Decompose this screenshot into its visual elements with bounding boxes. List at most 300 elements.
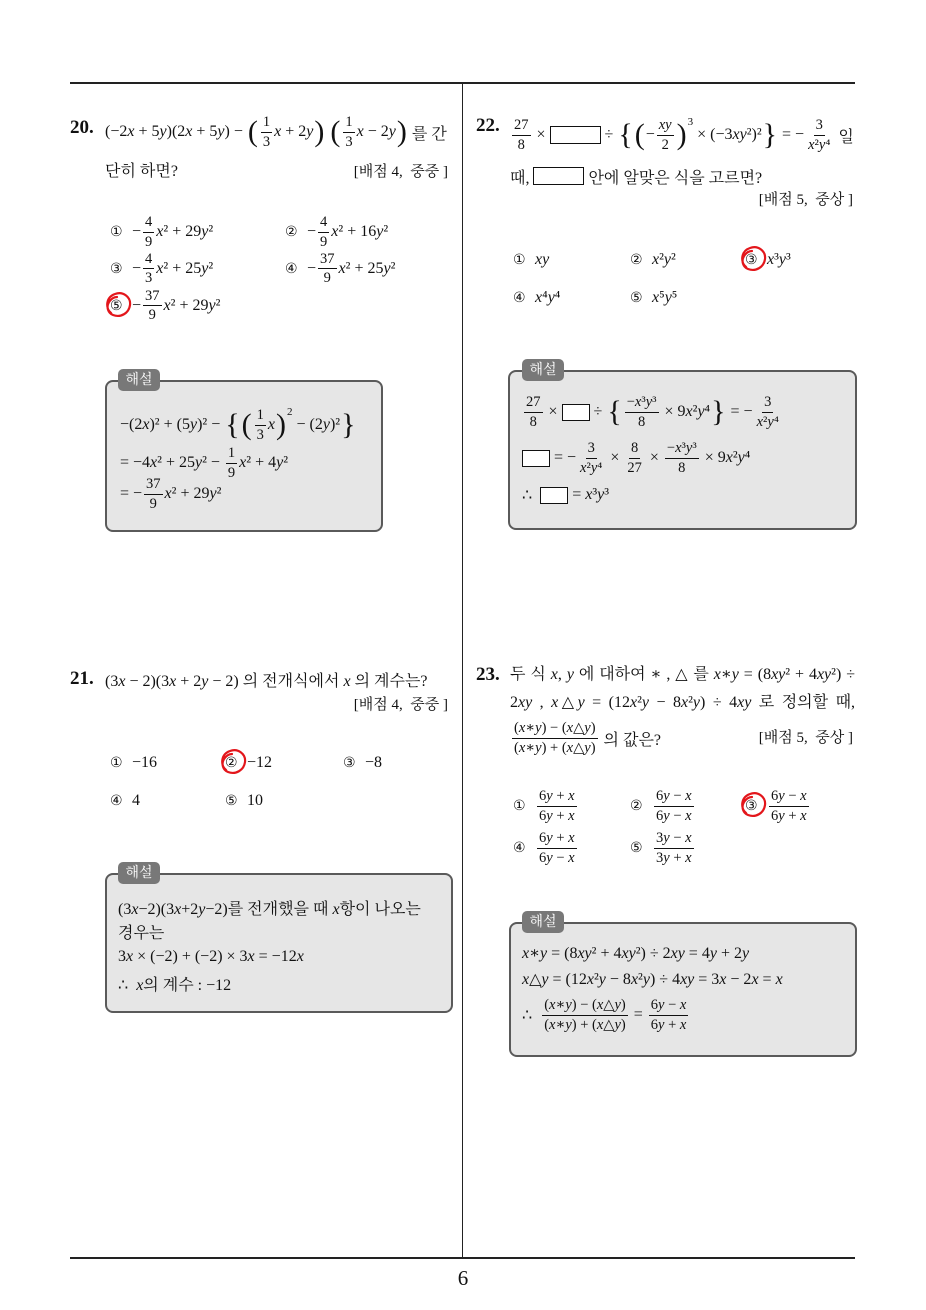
math-text: − (132, 296, 142, 314)
math-variable: x (681, 694, 689, 711)
math-text: x△y = (12x²y − 8x²y) ÷ 4xy = 3x − 2x = x (522, 971, 783, 988)
fraction-denominator: 3 (345, 133, 353, 150)
math-variable: x (522, 945, 530, 962)
math-text: 를 간 (407, 125, 447, 143)
math-variable: x (549, 1016, 556, 1033)
question-stem-line-1 (105, 668, 428, 690)
points-difficulty: [배점 4, 중중 ] (353, 697, 448, 713)
choice-5 (225, 792, 343, 810)
fraction (665, 440, 699, 475)
math-variable: y (546, 830, 553, 847)
fraction-denominator: 6y + x (539, 807, 575, 824)
fraction-denominator: 6y − x (539, 849, 575, 866)
math-text: ÷ (600, 126, 618, 143)
math-variable: x (267, 416, 275, 433)
choice-5 (630, 289, 745, 307)
math-variable: y (546, 788, 553, 805)
math-variable: x (127, 123, 135, 140)
fraction-denominator: 9 (323, 270, 331, 286)
math-text: 경우는 (118, 924, 165, 942)
question-stem-line-1 (510, 664, 855, 686)
choice-3 (745, 251, 855, 269)
solution-line-1 (522, 940, 749, 966)
math-variable: x (800, 788, 807, 805)
math-variable: x (568, 849, 575, 866)
choice-2 (285, 214, 460, 249)
math-variable: y (663, 251, 672, 268)
math-variable: y (709, 945, 717, 962)
choice-number: ② (630, 798, 643, 814)
choice-1 (110, 754, 225, 772)
fraction-denominator: 8 (517, 136, 525, 153)
solution-label: 해설 (522, 359, 564, 381)
math-text: x² + 29y² (156, 223, 214, 240)
question-stem-line-2: 단히 하면? (105, 163, 178, 180)
blank-box (533, 167, 584, 185)
fraction-denominator: 3 (145, 270, 153, 286)
fraction-denominator: 6y − x (656, 807, 692, 824)
math-text: × (544, 403, 562, 420)
math-variable: xy (670, 945, 685, 962)
big-delimiter: ) (396, 115, 407, 148)
math-variable: y (663, 807, 670, 824)
choice-number: ① (110, 755, 123, 771)
math-variable: x (174, 900, 182, 918)
math-text: ∴ (522, 487, 541, 504)
answer-choices (110, 214, 460, 324)
math-variable: x (568, 807, 575, 824)
question-stem-line-2 (510, 692, 855, 714)
math-variable: y (546, 807, 553, 824)
fraction-numerator: −x³y³ (625, 394, 659, 412)
fraction-denominator: 3y + x (656, 849, 692, 866)
math-variable: x (756, 413, 764, 430)
math-text: x² + 4y² (239, 454, 289, 471)
math-variable: y (663, 830, 670, 847)
math-variable: y (209, 485, 217, 502)
fraction-numerator: 37 (144, 476, 163, 494)
math-variable: x (630, 694, 638, 711)
math-text: x³y³ (767, 251, 791, 268)
fraction (537, 788, 577, 823)
math-variable: y (201, 259, 209, 277)
fraction-numerator: 1 (255, 407, 266, 425)
math-text: x⁵y⁵ (652, 288, 678, 306)
choice-expression (767, 788, 811, 823)
choice-2 (225, 754, 343, 772)
fraction (255, 407, 266, 442)
blank-box (550, 126, 601, 144)
solution-label: 해설 (118, 862, 160, 884)
answer-choices (110, 744, 443, 820)
math-variable: y (697, 403, 705, 420)
math-variable: x (163, 296, 171, 314)
math-variable: y (577, 694, 585, 711)
question-stem-line-2 (510, 164, 762, 188)
big-delimiter: { (607, 395, 622, 428)
choice-expression (132, 792, 140, 810)
choice-3 (110, 251, 285, 286)
math-variable: x (675, 440, 682, 457)
big-delimiter: } (711, 395, 726, 428)
fraction (654, 830, 694, 865)
math-variable: y (767, 413, 774, 430)
math-variable: y (159, 123, 167, 140)
math-variable: x (551, 694, 559, 711)
math-variable: x (247, 948, 255, 965)
solution-line-3 (522, 482, 609, 508)
fraction (524, 394, 543, 429)
choice-3 (343, 754, 443, 772)
math-variable: x (156, 259, 164, 277)
choice-number: ⑤ (630, 289, 643, 306)
points-difficulty: [배점 5, 중상 ] (758, 192, 853, 208)
answer-choices (513, 785, 855, 869)
big-delimiter: ) (275, 408, 286, 441)
math-variable: y (590, 459, 598, 476)
big-delimiter: ( (330, 115, 341, 148)
math-text: = (629, 1006, 647, 1023)
choice-expression (307, 251, 395, 286)
fraction-numerator: 3 (762, 394, 773, 412)
math-variable: x (518, 720, 526, 737)
fraction (654, 788, 694, 823)
choice-number: ③ (745, 797, 767, 815)
fraction-numerator: 3 (814, 117, 825, 135)
blank-box (540, 487, 568, 504)
choice-3 (745, 788, 855, 823)
math-variable: y (376, 223, 384, 240)
math-variable: xy (518, 694, 533, 711)
choice-expression (132, 754, 157, 772)
math-text: × 9x²y⁴ (660, 403, 711, 420)
superscript: 3 (687, 116, 694, 128)
math-variable: x (239, 454, 247, 471)
math-variable: xy (621, 945, 636, 962)
choice-number: ⑤ (630, 840, 643, 856)
math-variable: y (614, 1016, 621, 1033)
choice-expression (132, 288, 220, 323)
math-text: × (−3xy²)² (693, 126, 762, 143)
solution-line-1 (120, 403, 356, 447)
big-delimiter: ( (241, 408, 252, 441)
math-text: x∗y = (8xy² + 4xy²) ÷ 2xy = 4y + 2y (522, 945, 750, 962)
fraction (625, 440, 644, 475)
choice-expression (535, 289, 560, 307)
points-difficulty: [배점 5, 중상 ] (758, 730, 853, 746)
choice-number: ② (285, 224, 298, 240)
math-variable: y (322, 416, 330, 433)
choice-number: ① (513, 798, 526, 814)
fraction (625, 394, 659, 429)
math-variable: y (584, 739, 591, 756)
fraction-numerator: 37 (143, 288, 162, 306)
math-variable: x (568, 788, 575, 805)
fraction-denominator: x²y⁴ (756, 413, 779, 430)
math-variable: y (597, 486, 605, 503)
math-variable: y (818, 136, 826, 153)
math-variable: x (118, 672, 126, 690)
big-delimiter: } (762, 118, 778, 151)
math-text (268, 416, 275, 434)
math-text: − (132, 223, 142, 240)
math-variable: x (580, 459, 587, 476)
choice-number: ② (225, 754, 247, 772)
blank-box (562, 404, 590, 421)
fraction-numerator: 1 (226, 445, 237, 463)
math-variable: x (549, 997, 556, 1014)
fraction (226, 445, 237, 480)
fraction-denominator: x²y⁴ (808, 136, 831, 153)
math-variable: y (778, 788, 785, 805)
fraction-numerator: 4 (318, 214, 329, 232)
math-text: 10 (247, 792, 263, 809)
fraction-numerator: (x∗y) − (x△y) (512, 720, 598, 738)
math-text: −16 (132, 754, 158, 771)
math-text: − (645, 126, 655, 143)
fraction-denominator: 9 (148, 307, 156, 323)
math-variable: x (338, 259, 346, 277)
choice-5 (630, 830, 745, 865)
math-variable: x (535, 288, 543, 306)
choice-expression (652, 788, 696, 823)
choice-4 (513, 289, 630, 307)
choice-number: ④ (110, 793, 123, 809)
math-text: = − (778, 126, 805, 143)
fraction-denominator: 9 (320, 233, 328, 250)
question-stem-line-3 (510, 717, 661, 759)
choice-number: ③ (745, 251, 767, 269)
math-variable: y (198, 900, 206, 918)
choice-number: ⑤ (110, 297, 132, 315)
fraction-denominator: 8 (678, 459, 686, 476)
answer-circle-stroke (222, 750, 245, 773)
math-text: −(2x)² + (5y)² − (120, 416, 225, 433)
math-variable: y (388, 123, 396, 140)
math-text: 2xy , x△y = (12x²y − 8x²y) ÷ 4xy 로 정의할 때, (510, 694, 856, 711)
page-number: 6 (457, 1266, 469, 1290)
math-variable: x (126, 948, 134, 965)
math-variable: x (630, 971, 639, 988)
math-text: − (2y)² (292, 416, 341, 433)
math-text: 4 (132, 792, 140, 809)
points-difficulty: [배점 4, 중중 ] (353, 164, 448, 180)
fraction (143, 288, 162, 323)
big-delimiter: ) (676, 118, 687, 151)
choice-2 (630, 251, 745, 269)
fraction (542, 997, 628, 1032)
math-variable: x (566, 739, 574, 756)
fraction (261, 114, 272, 149)
math-variable: xy (577, 945, 592, 962)
fraction-numerator: 4 (143, 214, 154, 232)
fraction-numerator: 6y + x (537, 788, 577, 806)
math-text: 안에 알맞은 식을 고르면? (584, 169, 763, 187)
fraction (343, 114, 354, 149)
choice-expression (767, 251, 791, 269)
math-variable: y (535, 739, 542, 756)
math-variable: x (356, 123, 364, 140)
math-text: ∴ (522, 1007, 541, 1024)
math-variable: y (201, 223, 209, 240)
solution-line-2 (120, 447, 288, 479)
math-variable: x (685, 849, 692, 866)
math-variable: x (518, 739, 526, 756)
answer-circle-icon (104, 291, 132, 319)
math-variable: y (641, 694, 650, 711)
choice-expression (247, 754, 272, 772)
math-variable: x (585, 486, 593, 503)
math-variable: x (652, 251, 660, 268)
math-text: 3x × (−2) + (−2) × 3x = −12x (118, 948, 304, 965)
fraction (657, 117, 674, 152)
fraction-denominator: 6y + x (650, 1016, 687, 1033)
math-text (535, 251, 549, 269)
math-text: − (132, 259, 142, 277)
choice-5 (110, 288, 285, 323)
math-variable: x (652, 288, 660, 306)
answer-circle-icon (739, 791, 767, 819)
blank-box (522, 450, 550, 467)
choice-expression (652, 251, 676, 269)
math-text: x + 2y (274, 123, 314, 140)
question-number: 20. (70, 117, 94, 138)
math-variable: y (383, 259, 391, 277)
math-variable: x (685, 403, 693, 420)
math-text: × 9x²y⁴ (700, 449, 751, 466)
fraction-denominator: 9 (145, 233, 153, 250)
choice-4 (513, 830, 630, 865)
fraction (512, 117, 531, 152)
question-number: 23. (476, 664, 500, 685)
choice-1 (513, 251, 630, 269)
fraction-numerator: 1 (343, 114, 354, 132)
fraction-denominator: 8 (529, 413, 537, 430)
math-text: ∴ x의 계수 : −12 (118, 976, 232, 994)
math-text: = x³y³ (568, 486, 610, 503)
math-text: x² + 29y² (164, 485, 222, 502)
big-delimiter: { (618, 118, 633, 151)
choice-1 (110, 214, 285, 249)
math-text: x² + 29y² (163, 296, 221, 314)
math-variable: y (598, 971, 606, 988)
math-variable: x (800, 807, 807, 824)
math-variable: y (731, 666, 739, 683)
choice-expression (307, 214, 388, 249)
math-variable: y (539, 945, 548, 962)
fraction-denominator: 3 (256, 426, 264, 443)
math-variable: xy (816, 666, 832, 683)
math-text: (3x−2)(3x+2y−2)를 전개했을 때 x항이 나오는 (118, 900, 421, 918)
fraction-numerator: 6y − x (769, 788, 809, 806)
math-text: × (606, 449, 624, 466)
question-stem-line-1 (105, 110, 447, 154)
solution-line-2 (522, 966, 783, 992)
math-variable: x (719, 971, 727, 988)
math-text: = − (726, 403, 753, 420)
math-variable: x (343, 672, 351, 690)
math-variable: y (201, 672, 209, 690)
choice-expression (365, 754, 382, 772)
bottom-rule (70, 1257, 855, 1259)
fraction-denominator: 6y + x (771, 807, 807, 824)
math-text: x − 2y (356, 123, 396, 140)
math-variable: x (586, 971, 594, 988)
solution-label: 해설 (522, 911, 564, 933)
math-variable: x (332, 900, 340, 918)
math-variable: x (164, 485, 172, 502)
math-text: (−2x + 5y)(2x + 5y) − (105, 123, 247, 140)
solution-line-4 (118, 970, 231, 996)
choice-2 (630, 788, 745, 823)
math-variable: y (642, 971, 650, 988)
math-variable: x (296, 948, 304, 965)
fraction-numerator: 27 (512, 117, 531, 135)
math-variable: x (550, 666, 558, 683)
math-variable: x (685, 788, 692, 805)
math-variable: y (663, 788, 670, 805)
answer-choices (513, 241, 855, 316)
math-text: x²y² (652, 251, 676, 268)
math-variable: x (679, 997, 687, 1014)
math-variable: y (565, 997, 572, 1014)
math-text: ÷ (589, 403, 607, 420)
math-variable: x (679, 1016, 687, 1033)
math-variable: x (568, 830, 575, 847)
math-text: = − (120, 485, 143, 502)
math-text: x² + 25y² (156, 259, 214, 277)
choice-1 (513, 788, 630, 823)
math-variable: y (276, 454, 284, 471)
math-text: = −4x² + 25y² − (120, 454, 224, 471)
fraction-numerator: 27 (524, 394, 543, 412)
math-variable: x (775, 971, 783, 988)
solution-line-1 (118, 894, 421, 920)
column-divider (462, 83, 463, 1258)
math-variable: xy (535, 251, 550, 268)
math-text: −12 (247, 754, 273, 771)
math-variable: x (150, 454, 158, 471)
math-variable: x (634, 394, 642, 411)
choice-expression (132, 251, 213, 286)
superscript: 2 (286, 406, 293, 418)
math-variable: xy (737, 694, 752, 711)
fraction (143, 214, 154, 249)
math-variable: y (741, 945, 750, 962)
choice-expression (535, 830, 579, 865)
solution-label: 해설 (118, 369, 160, 391)
fraction (537, 830, 577, 865)
fraction (318, 214, 329, 249)
math-text: 의 값은? (599, 731, 662, 749)
math-variable: y (614, 997, 621, 1014)
fraction-numerator: 6y + x (537, 830, 577, 848)
fraction-numerator (657, 117, 674, 135)
math-variable: y (547, 288, 555, 306)
math-variable: y (541, 971, 549, 988)
math-variable: x (767, 251, 775, 268)
fraction (144, 476, 163, 511)
math-variable: x (131, 900, 139, 918)
choice-4 (285, 251, 460, 286)
choice-number: ② (630, 252, 643, 268)
math-variable: xy (771, 666, 786, 683)
choice-expression (132, 214, 213, 249)
fraction-numerator: 3 (586, 440, 597, 458)
choice-expression (652, 289, 677, 307)
choice-expression (535, 788, 579, 823)
math-text: x² + 16y² (331, 223, 389, 240)
